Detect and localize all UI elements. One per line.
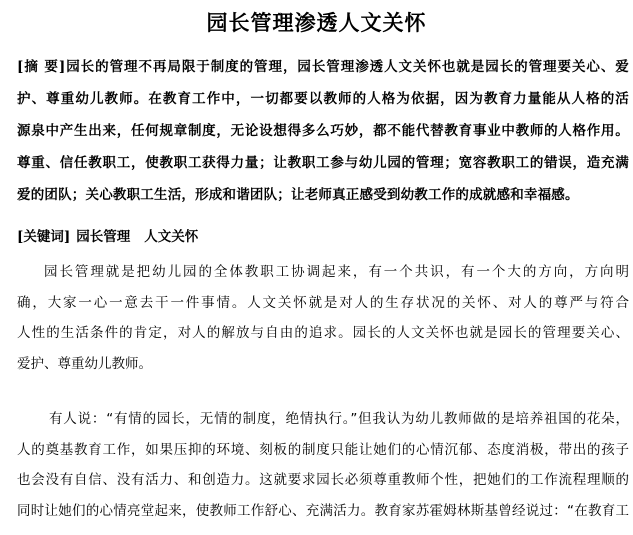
keyword: 人文关怀 bbox=[144, 229, 199, 245]
paragraph-line: 有人说：“有情的园长，无情的制度，绝情执行。”但我认为幼儿教师做的是培养祖国的花朵， bbox=[49, 411, 629, 427]
paragraph-2 bbox=[17, 404, 629, 526]
abstract-line: 护、尊重幼儿教师。在教育工作中，一切都要以教师的人格为依据，因为教育力量能从人格的活 bbox=[17, 91, 629, 107]
document-title: 园长管理渗透人文关怀 bbox=[206, 10, 427, 35]
keywords bbox=[17, 227, 212, 247]
paragraph-line: 爱护、尊重幼儿教师。 bbox=[17, 355, 152, 372]
abstract-line: 源泉中产生出来，任何规章制度，无论设想得多么巧妙，都不能代替教育事业中教师的人格作用。 bbox=[17, 123, 629, 139]
keyword: 园长管理 bbox=[76, 229, 131, 245]
keywords-label: [关键词] bbox=[17, 229, 71, 245]
paragraph-line: 园长管理就是把幼儿园的全体教职工协调起来，有一个共识，有一个大的方向，方向明 bbox=[44, 264, 629, 280]
paragraph-1 bbox=[17, 257, 629, 379]
paragraph-line: 人的奠基教育工作，如果压抑的环境、刻板的制度只能让她们的心情沉郁、态度消极，带出的孩子 bbox=[17, 441, 629, 458]
abstract-line: 爱的团队；关心教职工生活，形成和谐团队；让老师真正感受到幼教工作的成就感和幸福感。 bbox=[17, 187, 579, 203]
paragraph-line: 确，大家一心一意去干一件事情。人文关怀就是对人的生存状况的关怀、对人的尊严与符合 bbox=[17, 294, 629, 311]
abstract-line: [摘 要]园长的管理不再局限于制度的管理，园长管理渗透人文关怀也就是园长的管理要关心、爱 bbox=[17, 59, 629, 75]
paragraph-line: 人性的生活条件的肯定，对人的解放与自由的追求。园长的人文关怀也就是园长的管理要关心、 bbox=[17, 325, 629, 341]
paragraph-line: 也会没有自信、没有活力、和创造力。这就要求园长必须尊重教师个性，把她们的工作流程理顺的 bbox=[17, 472, 629, 488]
abstract bbox=[17, 51, 629, 211]
abstract-line: 尊重、信任教职工，使教职工获得力量；让教职工参与幼儿园的管理；宽容教职工的错误，造充满 bbox=[17, 155, 629, 171]
paragraph-line: 同时让她们的心情亮堂起来，使教师工作舒心、充满活力。教育家苏霍姆林斯基曾经说过：“在教育工 bbox=[17, 502, 629, 519]
